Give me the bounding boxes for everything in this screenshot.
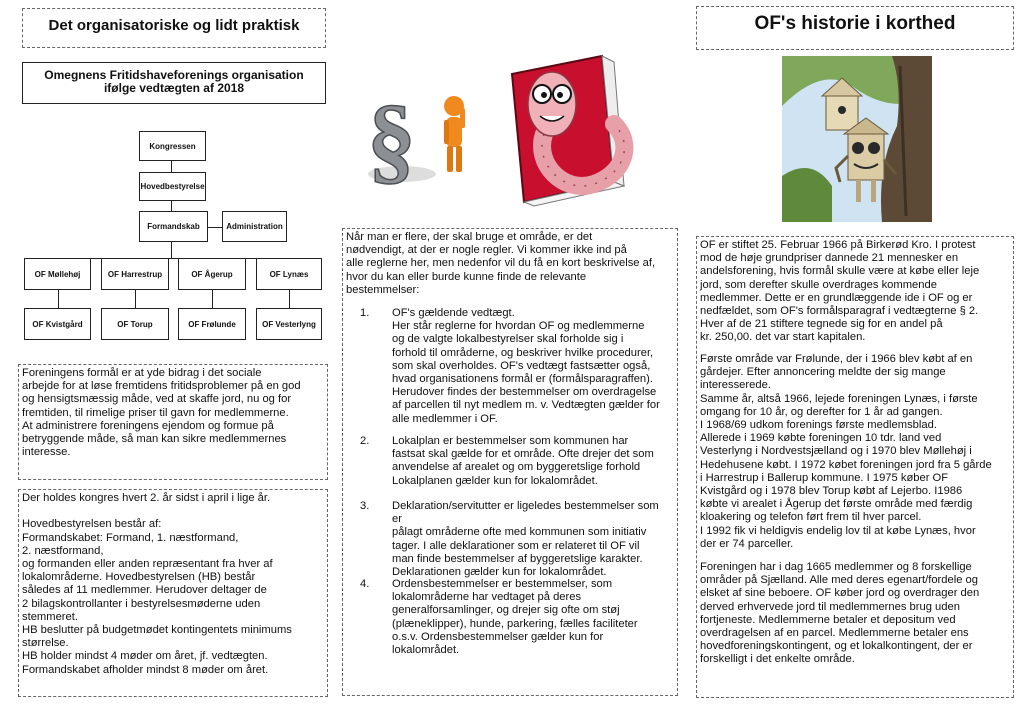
rule-number: 2. [360, 435, 370, 447]
org-hovedbestyrelse: Hovedbestyrelse [139, 172, 206, 201]
kongres-text: Der holdes kongres hvert 2. år sidst i april i lige år. Hovedbestyrelsen består af: Formandskabet: Formand, 1. næstformand, 2. næstformand, og formanden eller anden repræsentant fra hver af lokalområderne. Hovedbestyrelsen (HB) består således af 11 medlemmer. Herudover deltager de 2 bilagskontrollanter i bestyrelsesmøderne uden stemmeret. HB beslutter på budgetmødet kontingentets minimums størrelse. HB holder mindst 4 møder om året, jf. vedtægten. Formandskabet afholder mindst 8 møder om året. [22, 492, 292, 676]
history-p1: OF er stiftet 25. Februar 1966 på Birkerød Kro. I protest mod de høje grundpriser dannede 21 mennesker en andelsforening, hvis formål skulle være at købe eller leje jord, som derefter skulle overdrages kommende medlemmer. Dette er en grundlæggende ide i OF og er nedfældet, som OF's formålsparagraf i vedtægterne § 2. Hver af de 21 stiftere tegnede sig for en andel på kr. 250,00. det var start kapitalen. [700, 239, 980, 344]
org-unit: OF Kvistgård [24, 308, 91, 340]
formaal-text: Foreningens formål er at yde bidrag i det sociale arbejde for at løse fremtidens fritidsproblemer på en god og hensigtsmæssig måde, ved at skaffe jord, nu og for fremtiden, til rimelige priser til gavn for medlemmerne. At administrere foreningens ejendom og formue på betryggende måde, så man kan sikre medlemmernes interesse. [22, 367, 301, 459]
org-unit: OF Torup [101, 308, 169, 340]
rule-text: Ordensbestemmelser er bestemmelser, som lokalområderne har vedtaget på deres generalforsamlinger, og drejer sig ofte om støj (plæneklipper), hunde, parkering, fælles faciliteter o.s.v. Ordensbestemmelser gælder kun for lokalområdet. [392, 578, 638, 657]
rule-text: OF's gældende vedtægt. Her står reglerne for hvordan OF og medlemmerne og de valgte lokalbestyrelser skal forholde sig i forhold til områderne, og beskriver hvilke procedurer, som skal overholdes. OF's vedtægt fastsætter også, hvad organisationens formål er (formålsparagraffen). Herudover findes der bestemmelser om overdragelse af parcellen til nyt medlem m. v. Vedtægten gælder for alle medlemmer i OF. [392, 307, 660, 425]
rule-number: 1. [360, 307, 370, 319]
org-title: Omegnens Fritidshaveforenings organisation ifølge vedtægten af 2018 [44, 68, 304, 95]
org-formandskab: Formandskab [139, 211, 208, 242]
right-heading-box [696, 6, 1014, 50]
rule-number: 4. [360, 578, 370, 590]
history-p2: Første område var Frølunde, der i 1966 blev købt af en gårdejer. Efter annoncering meldte der sig mange interesserede. Samme år, altså 1966, lejede foreningen Lynæs, i første omgang for 10 år, og derefter for 1 år ad gangen. I 1968/69 udkom forenings første medlemsblad. Allerede i 1969 købte foreningen 10 tdr. land ved Vesterlyng i Nordvestsjælland og i 1970 blev Møllehøj i Hedehusene købt. I 1972 købet foreningen jord fra 5 gårde i Harrestrup i Ballerup kommune. I 1975 køber OF Kvistgård og i 1978 blev Torup købt af Lejerbo. I1986 købte vi arealet i Ågerup det første område med færdig kloakering og telefon ført frem til hver parcel. I 1992 fik vi heldigvis endelig lov til at købe Lynæs, hvor der er 74 parceller. [700, 353, 992, 550]
org-unit: OF Frølunde [178, 308, 246, 340]
org-title-box [22, 62, 326, 104]
org-administration: Administration [222, 211, 287, 242]
svg-text:§: § [367, 86, 416, 186]
org-unit: OF Vesterlyng [256, 308, 322, 340]
right-heading: OF's historie i korthed [754, 13, 956, 34]
rule-number: 3. [360, 500, 370, 512]
org-unit: OF Lynæs [256, 258, 322, 290]
org-kongressen: Kongressen [139, 131, 206, 161]
paragraph-figure-illustration [362, 70, 482, 186]
birdhouse-tree-photo [782, 56, 932, 222]
middle-intro: Når man er flere, der skal bruge et område, er det nødvendigt, at der er nogle regler. Vi kommer ikke ind på alle reglerne her, men nedenfor vil du få en kort beskrivelse af, hvor du kan eller burde kunne finde de relevante bestemmelser: [346, 231, 656, 296]
org-unit: OF Møllehøj [24, 258, 91, 290]
left-heading-box [22, 8, 326, 48]
history-p3: Foreningen har i dag 1665 medlemmer og 8 forskellige områder på Sjælland. Alle med deres egenart/fordele og elsket af sine beboere. OF køber jord og overdrager den derved erhvervede jord til medlemmernes brug uden fortjeneste. Medlemmerne betaler et depositum ved overdragelsen af en parcel. Medlemmerne betaler ens hovedforeningskontingent, og et lokalkontingent, der er forskelligt i det enkelte område. [700, 561, 980, 666]
left-heading: Det organisatoriske og lidt praktisk [48, 17, 300, 34]
rule-text: Deklaration/servitutter er ligeledes bestemmelser som er pålagt områderne ofte med kommunen som initiativ tager. I alle deklarationer som er relateret til OF vil man finde bestemmelser af byggeretslige karakter. Deklarationen gælder kun for lokalområdet. [392, 500, 659, 579]
rule-text: Lokalplan er bestemmelser som kommunen har fastsat skal gælde for et område. Ofte drejer det som anvendelse af arealet og om byggeretslige forhold Lokalplanen gælder kun for lokalområdet. [392, 435, 654, 487]
bookworm-illustration [504, 54, 654, 210]
org-unit: OF Harrestrup [101, 258, 169, 290]
org-unit: OF Ågerup [178, 258, 246, 290]
